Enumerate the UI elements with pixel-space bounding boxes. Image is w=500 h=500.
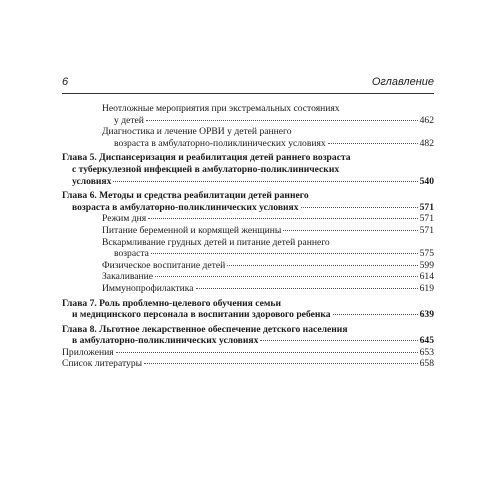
toc-line — [62, 202, 434, 214]
toc-entry — [62, 358, 434, 370]
toc-line — [62, 271, 434, 283]
toc-entry-text: Диагностика и лечение ОРВИ у детей раннего — [102, 126, 292, 138]
toc-page-number: 645 — [419, 335, 434, 347]
dot-leader — [301, 207, 418, 208]
page-header — [62, 74, 434, 92]
toc-entry — [62, 237, 434, 260]
dot-leader — [227, 265, 417, 266]
toc-entry — [62, 324, 434, 347]
toc-line — [62, 138, 434, 150]
toc-entry — [62, 298, 434, 321]
dot-leader — [283, 230, 417, 231]
toc-entry — [62, 283, 434, 295]
toc-entry-text: возраста в амбулаторно-поликлинических условиях — [114, 137, 326, 149]
toc-line — [62, 283, 434, 295]
toc-line — [62, 358, 434, 370]
table-of-contents — [62, 103, 434, 370]
dot-leader — [148, 218, 417, 219]
toc-entry-text: Глава 5. Диспансеризация и реабилитация детей раннего возраста — [62, 152, 351, 164]
toc-page-number: 462 — [419, 114, 434, 126]
toc-entry-text: и медицинского персонала в воспитании здорового ребенка — [72, 309, 331, 321]
toc-line — [62, 115, 434, 127]
toc-page-number: 540 — [419, 175, 434, 187]
toc-entry-text: Неотложные мероприятия при экстремальных состояниях — [102, 103, 340, 114]
toc-line — [62, 237, 434, 249]
toc-line — [62, 298, 434, 310]
toc-page-number: 599 — [419, 259, 434, 271]
toc-entry-text: Иммунопрофилактика — [102, 282, 194, 294]
dot-leader — [113, 181, 417, 182]
toc-entry-text: Глава 6. Методы и средства реабилитации детей раннего — [62, 190, 309, 202]
toc-entry — [62, 347, 434, 359]
page-number: 6 — [62, 76, 69, 88]
toc-page-number: 658 — [419, 358, 434, 370]
dot-leader — [116, 352, 418, 353]
toc-entry — [62, 103, 434, 126]
toc-entry — [62, 126, 434, 149]
toc-line — [62, 248, 434, 260]
toc-line — [62, 335, 434, 347]
toc-entry-text: возраста — [114, 248, 149, 260]
toc-page-number: 571 — [419, 224, 434, 236]
toc-entry-text: Список литературы — [62, 358, 143, 370]
toc-page-number: 571 — [419, 213, 434, 225]
toc-entry-text: Глава 8. Льготное лекарственное обеспечение детского населения — [62, 323, 348, 335]
toc-page-number: 482 — [419, 137, 434, 149]
toc-entry-text: Приложения — [62, 346, 114, 358]
toc-line — [62, 213, 434, 225]
toc-entry-text: Закаливание — [102, 271, 154, 283]
toc-line — [62, 103, 434, 115]
dot-leader — [151, 253, 418, 254]
toc-entry-text: Вскармливание грудных детей и питание детей раннего — [102, 236, 330, 248]
toc-page-number: 619 — [419, 282, 434, 294]
dot-leader — [155, 276, 418, 277]
toc-entry-text: у детей — [114, 114, 144, 126]
toc-entry-text: Режим дня — [102, 213, 147, 225]
toc-line — [62, 309, 434, 321]
toc-page-number: 639 — [419, 309, 434, 321]
toc-line — [62, 225, 434, 237]
toc-page-number: 575 — [419, 248, 434, 260]
dot-leader — [144, 363, 418, 364]
toc-entry-text: Глава 7. Роль проблемно-целевого обучения семьи — [62, 297, 281, 309]
toc-line — [62, 152, 434, 164]
toc-line — [62, 347, 434, 359]
toc-entry — [62, 271, 434, 283]
toc-page-number: 653 — [419, 346, 434, 358]
toc-entry — [62, 152, 434, 187]
header-rule — [62, 93, 434, 94]
toc-line — [62, 176, 434, 188]
toc-page-number: 571 — [419, 201, 434, 213]
toc-entry — [62, 213, 434, 225]
toc-entry-text: в амбулаторно-поликлинических условиях — [72, 335, 259, 347]
toc-entry — [62, 225, 434, 237]
toc-line — [62, 126, 434, 138]
toc-entry-text: Питание беременной и кормящей женщины — [102, 224, 282, 236]
dot-leader — [333, 314, 418, 315]
toc-entry — [62, 190, 434, 213]
dot-leader — [260, 340, 417, 341]
toc-entry-text: с туберкулезной инфекцией в амбулаторно-поликлинических — [72, 163, 340, 175]
dot-leader — [196, 288, 418, 289]
toc-entry — [62, 260, 434, 272]
toc-entry-text: возраста в амбулаторно-поликлинических условиях — [72, 201, 299, 213]
toc-line — [62, 164, 434, 176]
toc-line — [62, 260, 434, 272]
running-title: Оглавление — [371, 76, 434, 88]
toc-entry-text: Физическое воспитание детей — [102, 259, 226, 271]
dot-leader — [146, 120, 418, 121]
toc-entry-text: условиях — [72, 175, 112, 187]
toc-line — [62, 190, 434, 202]
toc-page-number: 614 — [419, 271, 434, 283]
toc-line — [62, 324, 434, 336]
dot-leader — [328, 143, 418, 144]
